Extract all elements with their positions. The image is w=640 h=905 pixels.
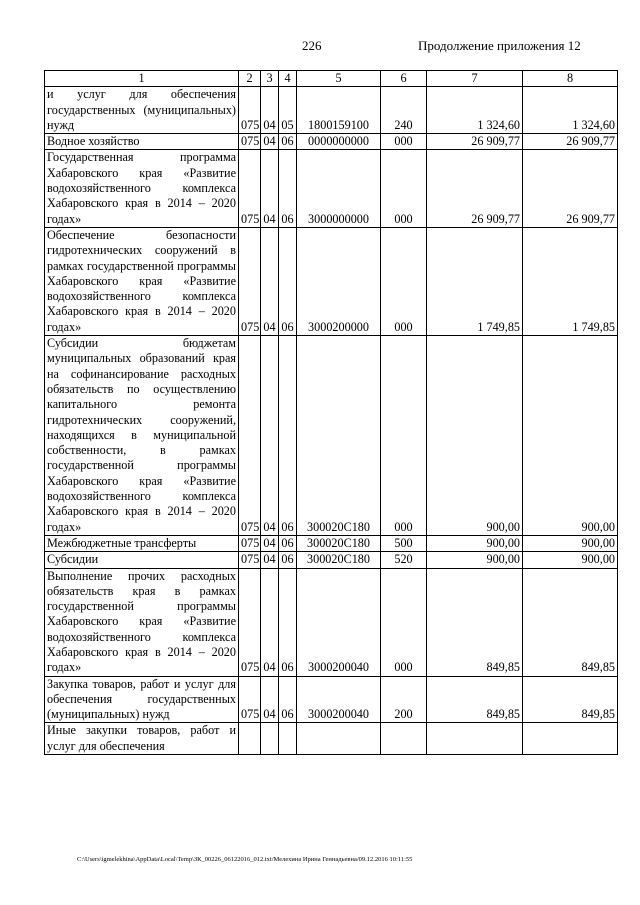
expense-name: Межбюджетные трансферты bbox=[45, 535, 239, 551]
column-number-row bbox=[45, 71, 618, 87]
subsection-code: 06 bbox=[279, 227, 297, 335]
column-header: 5 bbox=[297, 71, 381, 87]
expense-name: и услуг для обеспечения государственных (муниципальных) нужд bbox=[45, 87, 239, 134]
ministry-code: 075 bbox=[239, 134, 261, 150]
target-article-code: 300020С180 bbox=[297, 552, 381, 568]
expense-type-code: 000 bbox=[381, 134, 427, 150]
table-row bbox=[45, 723, 618, 755]
ministry-code: 075 bbox=[239, 535, 261, 551]
amount-col8 bbox=[523, 723, 618, 755]
subsection-code: 06 bbox=[279, 535, 297, 551]
table-row bbox=[45, 227, 618, 335]
section-code: 04 bbox=[261, 676, 279, 723]
ministry-code: 075 bbox=[239, 227, 261, 335]
expense-name: Закупка товаров, работ и услуг для обеспечения государственных (муниципальных) нужд bbox=[45, 676, 239, 723]
amount-col8: 1 324,60 bbox=[523, 87, 618, 134]
subsection-code: 06 bbox=[279, 134, 297, 150]
amount-col7: 849,85 bbox=[427, 568, 523, 676]
target-article-code: 300020С180 bbox=[297, 336, 381, 536]
amount-col8: 849,85 bbox=[523, 676, 618, 723]
amount-col7 bbox=[427, 723, 523, 755]
expense-type-code: 520 bbox=[381, 552, 427, 568]
subsection-code: 06 bbox=[279, 150, 297, 227]
section-code: 04 bbox=[261, 552, 279, 568]
section-code: 04 bbox=[261, 227, 279, 335]
target-article-code: 3000200000 bbox=[297, 227, 381, 335]
section-code: 04 bbox=[261, 535, 279, 551]
column-header: 2 bbox=[239, 71, 261, 87]
budget-table bbox=[44, 70, 618, 755]
section-code bbox=[261, 723, 279, 755]
expense-type-code: 000 bbox=[381, 336, 427, 536]
expense-name: Государственная программа Хабаровского края «Развитие водохозяйственного комплекса Хабаровского края в 2014 – 2020 годах» bbox=[45, 150, 239, 227]
appendix-continuation-label: Продолжение приложения 12 bbox=[418, 38, 581, 53]
amount-col8: 900,00 bbox=[523, 552, 618, 568]
target-article-code: 3000200040 bbox=[297, 568, 381, 676]
table-row bbox=[45, 535, 618, 551]
expense-type-code: 500 bbox=[381, 535, 427, 551]
column-header: 1 bbox=[45, 71, 239, 87]
expense-type-code: 000 bbox=[381, 150, 427, 227]
target-article-code: 1800159100 bbox=[297, 87, 381, 134]
file-path-footer: C:\Users\igmelekhina\AppData\Local\Temp\ЗК_00226_06122016_012.txt/Мелехина Ирина Геннадьевна/09.12.2016 10:11:55 bbox=[77, 856, 413, 863]
column-header: 3 bbox=[261, 71, 279, 87]
target-article-code bbox=[297, 723, 381, 755]
amount-col8: 1 749,85 bbox=[523, 227, 618, 335]
subsection-code: 06 bbox=[279, 568, 297, 676]
table-row bbox=[45, 676, 618, 723]
section-code: 04 bbox=[261, 134, 279, 150]
amount-col8: 849,85 bbox=[523, 568, 618, 676]
table-row bbox=[45, 134, 618, 150]
subsection-code bbox=[279, 723, 297, 755]
amount-col8: 900,00 bbox=[523, 535, 618, 551]
amount-col7: 26 909,77 bbox=[427, 150, 523, 227]
ministry-code: 075 bbox=[239, 568, 261, 676]
expense-type-code: 200 bbox=[381, 676, 427, 723]
ministry-code: 075 bbox=[239, 87, 261, 134]
target-article-code: 3000000000 bbox=[297, 150, 381, 227]
subsection-code: 06 bbox=[279, 552, 297, 568]
amount-col8: 900,00 bbox=[523, 336, 618, 536]
expense-name: Субсидии бюджетам муниципальных образований края на софинансирование расходных обязательств по осуществлению капитального ремонта гидротехнических сооружений, находящихся в муниципальной собственности, в рамках государственной программы Хабаровского края «Развитие водохозяйственного комплекса Хабаровского края в 2014 – 2020 годах» bbox=[45, 336, 239, 536]
column-header: 8 bbox=[523, 71, 618, 87]
amount-col7: 26 909,77 bbox=[427, 134, 523, 150]
amount-col7: 1 324,60 bbox=[427, 87, 523, 134]
table-row bbox=[45, 568, 618, 676]
expense-name: Иные закупки товаров, работ и услуг для обеспечения bbox=[45, 723, 239, 755]
expense-name: Субсидии bbox=[45, 552, 239, 568]
subsection-code: 06 bbox=[279, 336, 297, 536]
expense-name: Водное хозяйство bbox=[45, 134, 239, 150]
expense-name: Выполнение прочих расходных обязательств края в рамках государственной программы Хабаровского края «Развитие водохозяйственного комплекса Хабаровского края в 2014 – 2020 годах» bbox=[45, 568, 239, 676]
target-article-code: 300020С180 bbox=[297, 535, 381, 551]
amount-col7: 900,00 bbox=[427, 535, 523, 551]
section-code: 04 bbox=[261, 87, 279, 134]
section-code: 04 bbox=[261, 568, 279, 676]
table-row bbox=[45, 336, 618, 536]
page-number: 226 bbox=[302, 38, 322, 53]
column-header: 6 bbox=[381, 71, 427, 87]
target-article-code: 0000000000 bbox=[297, 134, 381, 150]
column-header: 7 bbox=[427, 71, 523, 87]
amount-col8: 26 909,77 bbox=[523, 150, 618, 227]
expense-type-code bbox=[381, 723, 427, 755]
section-code: 04 bbox=[261, 150, 279, 227]
ministry-code: 075 bbox=[239, 150, 261, 227]
expense-type-code: 000 bbox=[381, 227, 427, 335]
expense-type-code: 000 bbox=[381, 568, 427, 676]
amount-col7: 900,00 bbox=[427, 552, 523, 568]
column-header: 4 bbox=[279, 71, 297, 87]
table-row bbox=[45, 87, 618, 134]
subsection-code: 06 bbox=[279, 676, 297, 723]
ministry-code: 075 bbox=[239, 676, 261, 723]
ministry-code: 075 bbox=[239, 336, 261, 536]
amount-col7: 1 749,85 bbox=[427, 227, 523, 335]
amount-col7: 900,00 bbox=[427, 336, 523, 536]
expense-type-code: 240 bbox=[381, 87, 427, 134]
target-article-code: 3000200040 bbox=[297, 676, 381, 723]
subsection-code: 05 bbox=[279, 87, 297, 134]
amount-col7: 849,85 bbox=[427, 676, 523, 723]
expense-name: Обеспечение безопасности гидротехнических сооружений в рамках государственной программы Хабаровского края «Развитие водохозяйственного комплекса Хабаровского края в 2014 – 2020 годах» bbox=[45, 227, 239, 335]
ministry-code bbox=[239, 723, 261, 755]
table-row bbox=[45, 552, 618, 568]
amount-col8: 26 909,77 bbox=[523, 134, 618, 150]
section-code: 04 bbox=[261, 336, 279, 536]
ministry-code: 075 bbox=[239, 552, 261, 568]
table-row bbox=[45, 150, 618, 227]
